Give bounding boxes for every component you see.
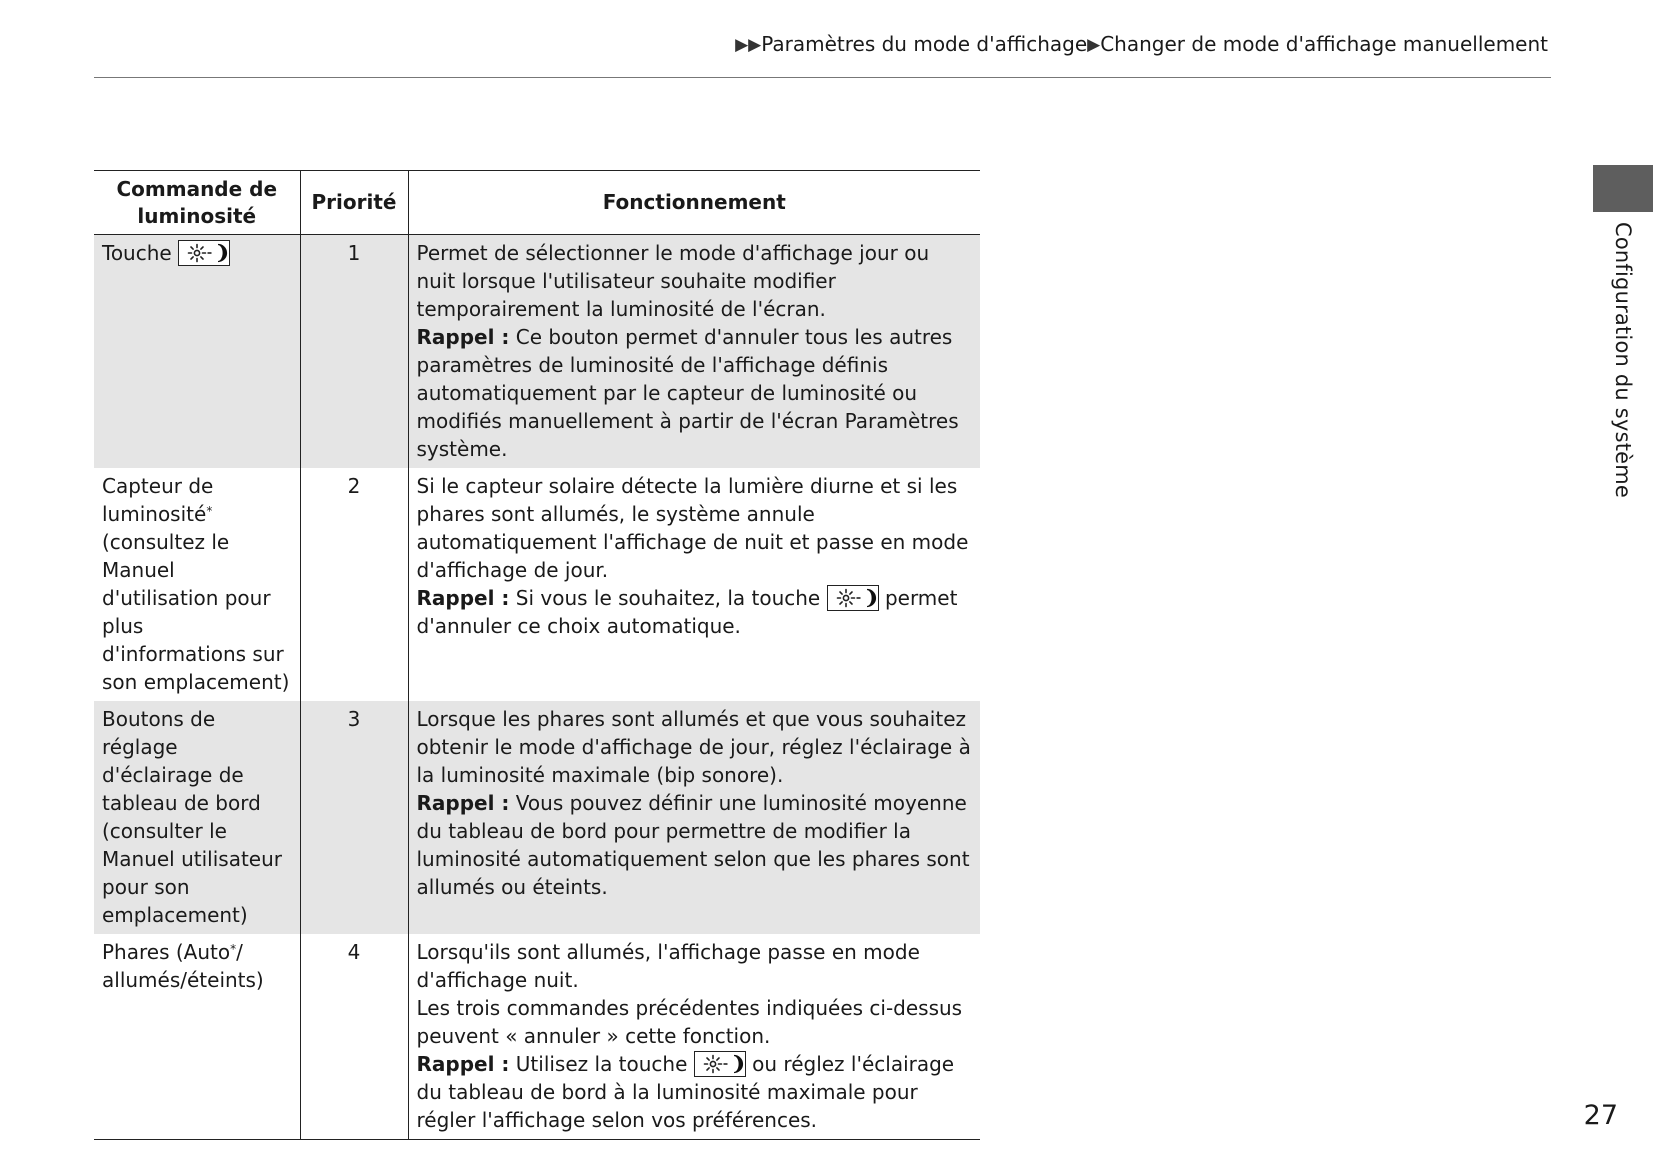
function-cell — [408, 701, 980, 934]
function-cell — [408, 934, 980, 1140]
table-row — [94, 934, 980, 1140]
reminder-text-end: permet d'annuler ce choix automatique. — [416, 586, 958, 638]
reminder-note — [417, 789, 973, 901]
priority-cell: 4 — [300, 934, 408, 1140]
section-tab-marker — [1593, 165, 1653, 212]
priority-cell: 1 — [300, 235, 408, 469]
header-function: Fonctionnement — [408, 171, 980, 235]
control-text-detail: (consultez le Manuel d'utilisation pour plus d'informations sur son emplacement) — [102, 530, 290, 694]
priority-cell: 3 — [300, 701, 408, 934]
reminder-label: Rappel : — [416, 791, 510, 815]
footnote-star: * — [230, 942, 237, 956]
table-row — [94, 468, 980, 701]
day-night-key-icon — [694, 1051, 746, 1077]
table-row — [94, 235, 980, 469]
function-text-2: Les trois commandes précédentes indiquées ci-dessus peuvent « annuler » cette fonction. — [416, 996, 963, 1048]
reminder-label: Rappel : — [416, 1052, 510, 1076]
table-header-row — [94, 171, 980, 235]
reminder-text: Vous pouvez définir une luminosité moyenne du tableau de bord pour permettre de modifier la luminosité automatiquement selon que les phares sont allumés ou éteints. — [416, 791, 970, 899]
header-rule — [94, 77, 1551, 78]
header-priority: Priorité — [300, 171, 408, 235]
section-side-title — [1593, 222, 1653, 499]
control-text: Phares (Auto — [102, 940, 231, 964]
table-row — [94, 701, 980, 934]
brightness-control-table — [94, 170, 980, 1140]
reminder-text: Si vous le souhaitez, la touche — [515, 586, 821, 610]
day-night-key-icon — [178, 240, 230, 266]
page-number: 27 — [1583, 1100, 1618, 1131]
function-text: Si le capteur solaire détecte la lumière diurne et si les phares sont allumés, le système annule automatiquement l'affichage de nuit et passe en mode d'affichage de jour. — [416, 474, 969, 582]
control-cell — [94, 468, 300, 701]
section-side-title-text: Configuration du système — [1611, 222, 1635, 499]
reminder-note — [417, 323, 973, 463]
reminder-text: Utilisez la touche — [515, 1052, 688, 1076]
breadcrumb-subsection[interactable]: Changer de mode d'affichage manuellement — [1100, 32, 1548, 56]
footnote-star: * — [206, 504, 213, 518]
function-text: Permet de sélectionner le mode d'affichage jour ou nuit lorsque l'utilisateur souhaite modifier temporairement la luminosité de l'écran. — [416, 241, 930, 321]
breadcrumb — [735, 32, 1548, 56]
reminder-text: Ce bouton permet d'annuler tous les autres paramètres de luminosité de l'affichage définis automatiquement par le capteur de luminosité ou modifiés manuellement à partir de l'écran Paramètres système. — [416, 325, 959, 461]
breadcrumb-section[interactable]: Paramètres du mode d'affichage — [761, 32, 1088, 56]
control-text: Capteur de luminosité — [102, 474, 214, 526]
control-text-detail: / allumés/éteints) — [102, 940, 264, 992]
control-cell — [94, 934, 300, 1140]
function-text: Lorsqu'ils sont allumés, l'affichage passe en mode d'affichage nuit. — [416, 940, 920, 992]
control-cell: Boutons de réglage d'éclairage de tableau de bord (consulter le Manuel utilisateur pour son emplacement) — [94, 701, 300, 934]
breadcrumb-arrows: ▶▶ — [735, 35, 762, 55]
reminder-note — [417, 584, 973, 640]
function-cell — [408, 235, 980, 469]
function-cell — [408, 468, 980, 701]
header-control: Commande de luminosité — [116, 176, 278, 228]
day-night-key-icon — [827, 585, 879, 611]
function-text: Lorsque les phares sont allumés et que vous souhaitez obtenir le mode d'affichage de jour, réglez l'éclairage à la luminosité maximale (bip sonore). — [416, 707, 971, 787]
priority-cell: 2 — [300, 468, 408, 701]
reminder-text-end: ou réglez l'éclairage du tableau de bord à la luminosité maximale pour régler l'affichage selon vos préférences. — [416, 1052, 955, 1132]
reminder-label: Rappel : — [416, 586, 510, 610]
breadcrumb-separator: ▶ — [1087, 35, 1101, 55]
control-text: Touche — [102, 241, 172, 265]
reminder-label: Rappel : — [416, 325, 510, 349]
reminder-note — [417, 1050, 973, 1134]
control-cell — [94, 235, 300, 469]
